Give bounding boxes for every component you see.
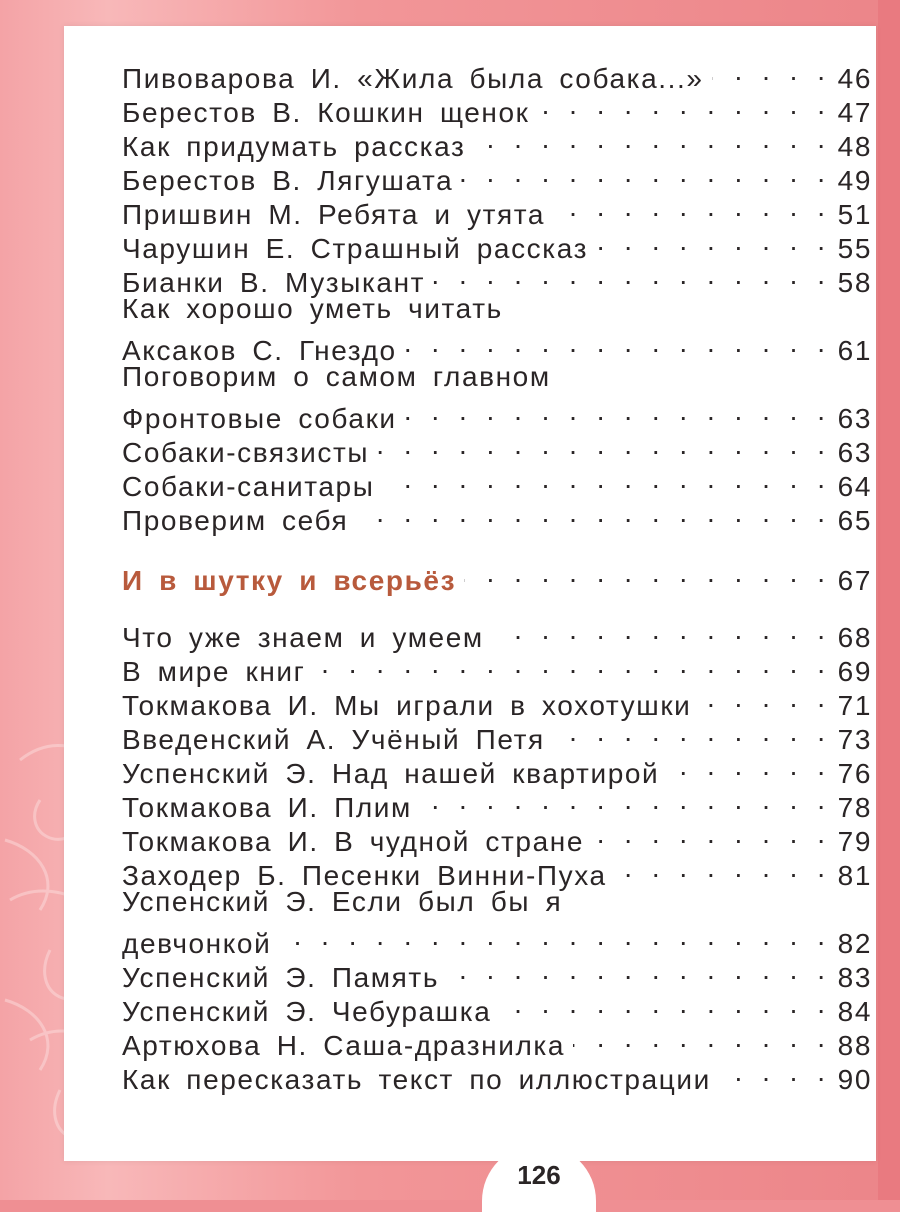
dot-leader [313, 647, 828, 681]
dot-leader [382, 462, 828, 496]
toc-entry [122, 1055, 872, 1097]
toc-entry-title: Токмакова И. Плим [122, 792, 412, 823]
toc-entry-title: Проверим себя [122, 505, 349, 536]
toc-entry-title: Артюхова Н. Саша-дразнилка [122, 1030, 566, 1061]
dot-leader [592, 817, 828, 851]
dot-leader [553, 715, 828, 749]
toc-entry-title: Как хорошо уметь читать [122, 293, 503, 324]
toc-entry-title: Бианки В. Музыкант [122, 267, 426, 298]
dot-leader [499, 987, 828, 1021]
toc-entry-page: 83 [837, 962, 872, 993]
book-page [64, 26, 876, 1190]
toc-entry-page: 73 [837, 724, 872, 755]
toc-entry-page: 71 [837, 690, 872, 721]
dot-leader [615, 851, 828, 885]
dot-leader [464, 556, 828, 590]
toc-entry-page: 48 [837, 131, 872, 162]
toc-entry-page: 46 [837, 63, 872, 94]
dot-leader [596, 224, 828, 258]
toc-entry-page: 90 [837, 1064, 872, 1095]
toc-entry-page: 51 [837, 199, 872, 230]
toc-entry-page: 76 [837, 758, 872, 789]
toc-entry-title: Успенский Э. Если был бы я [122, 886, 563, 917]
dot-leader [420, 783, 828, 817]
toc-entry-page: 58 [837, 267, 872, 298]
toc-entry-page: 67 [837, 565, 872, 596]
toc-entry-page: 63 [837, 403, 872, 434]
toc-entry-page: 84 [837, 996, 872, 1027]
toc-entry-page: 81 [837, 860, 872, 891]
dot-leader [461, 156, 828, 190]
toc-entry-page: 82 [837, 928, 872, 959]
dot-leader [712, 54, 828, 88]
toc-entry-page: 88 [837, 1030, 872, 1061]
toc-entry-title: Успенский Э. Память [122, 962, 440, 993]
toc-entry-title: Заходер Б. Песенки Винни-Пуха [122, 860, 607, 891]
toc-entry-title: Берестов В. Лягушата [122, 165, 454, 196]
toc-entry-page: 64 [837, 471, 872, 502]
toc-entry-title: Пришвин М. Ребята и утята [122, 199, 546, 230]
dot-leader [553, 190, 828, 224]
toc-entry-page: 49 [837, 165, 872, 196]
toc-entry-title: Успенский Э. Над нашей квартирой [122, 758, 660, 789]
toc-entry-title: Токмакова И. Мы играли в хохотушки [122, 690, 692, 721]
toc-entry [122, 885, 872, 919]
dot-leader [447, 953, 828, 987]
toc-entry-title: девчонкой [122, 928, 272, 959]
toc-entry-page: 79 [837, 826, 872, 857]
toc-entry-title: Аксаков С. Гнездо [122, 335, 397, 366]
toc-entry-title: Чарушин Е. Страшный рассказ [122, 233, 589, 264]
toc-entry [122, 496, 872, 538]
page-edge [878, 0, 900, 1200]
dot-leader [573, 1021, 828, 1055]
section-heading [122, 556, 872, 598]
toc-entry-title: Собаки-связисты [122, 437, 370, 468]
toc-entry-title: Что уже знаем и умеем [122, 622, 484, 653]
toc-entry [122, 360, 872, 394]
toc-entry [122, 292, 872, 326]
dot-leader [405, 326, 828, 360]
dot-leader [279, 919, 828, 953]
toc-entry-title: Как придумать рассказ [122, 131, 466, 162]
toc-entry-title: Фронтовые собаки [122, 403, 397, 434]
toc-entry-title: В мире книг [122, 656, 306, 687]
toc-entry-title: Введенский А. Учёный Петя [122, 724, 545, 755]
toc-entry-page: 69 [837, 656, 872, 687]
toc-entry-title: Поговорим о самом главном [122, 361, 551, 392]
dot-leader [667, 749, 828, 783]
table-of-contents [64, 26, 876, 1161]
toc-entry-page: 78 [837, 792, 872, 823]
toc-entry-title: Успенский Э. Чебурашка [122, 996, 492, 1027]
page-number: 126 [517, 1160, 561, 1190]
toc-entry-page: 55 [837, 233, 872, 264]
toc-entry-title: Собаки-санитары [122, 471, 375, 502]
dot-leader [405, 394, 828, 428]
toc-entry-page: 61 [837, 335, 872, 366]
dot-leader [538, 88, 828, 122]
dot-leader [433, 258, 828, 292]
toc-entry-page: 65 [837, 505, 872, 536]
dot-leader [699, 681, 828, 715]
toc-entry-page: 68 [837, 622, 872, 653]
dot-leader [719, 1055, 828, 1089]
dot-leader [473, 122, 828, 156]
toc-entry-page: 47 [837, 97, 872, 128]
dot-leader [377, 428, 828, 462]
toc-entry-title: Пивоварова И. «Жила была собака...» [122, 63, 704, 94]
toc-entry-title: Как пересказать текст по иллюстрации [122, 1064, 711, 1095]
toc-entry-title: Токмакова И. В чудной стране [122, 826, 585, 857]
dot-leader [356, 496, 828, 530]
dot-leader [492, 613, 828, 647]
toc-entry-title: Берестов В. Кошкин щенок [122, 97, 530, 128]
toc-entry-page: 63 [837, 437, 872, 468]
section-title: И в шутку и всерьёз [122, 565, 457, 596]
